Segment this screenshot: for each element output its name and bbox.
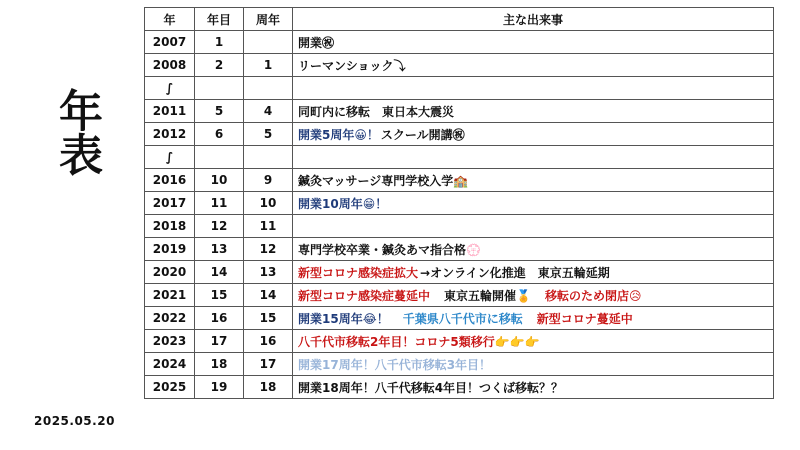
table-row xyxy=(145,54,774,77)
event-text: →オンライン化推進 東京五輪延期 xyxy=(420,265,610,280)
table-row xyxy=(145,192,774,215)
table-row xyxy=(145,123,774,146)
events-cell xyxy=(293,330,774,353)
anniversary-cell: 17 xyxy=(244,353,293,376)
events-cell xyxy=(293,238,774,261)
anniversary-cell xyxy=(244,31,293,54)
header-events: 主な出来事 xyxy=(293,8,774,31)
event-text: 開業5周年😀！ xyxy=(298,127,379,142)
table-row xyxy=(145,31,774,54)
age-cell: 6 xyxy=(195,123,244,146)
year-cell: 2025 xyxy=(145,376,195,399)
event-text: 鍼灸マッサージ専門学校入学🏫 xyxy=(298,173,469,188)
header-age: 年目 xyxy=(195,8,244,31)
year-cell: 2011 xyxy=(145,100,195,123)
anniversary-cell: 11 xyxy=(244,215,293,238)
event-text: 新型コロナ蔓延中 xyxy=(524,311,633,326)
event-text: 開業17周年！八千代市移転3年目！ xyxy=(298,357,492,372)
date-stamp: 2025.05.20 xyxy=(34,414,115,428)
age-cell: 19 xyxy=(195,376,244,399)
anniversary-cell: 12 xyxy=(244,238,293,261)
event-text: 新型コロナ感染症拡大 xyxy=(298,265,419,280)
age-cell: 16 xyxy=(195,307,244,330)
year-cell: 2022 xyxy=(145,307,195,330)
year-cell: 2021 xyxy=(145,284,195,307)
year-cell: 2008 xyxy=(145,54,195,77)
table-row xyxy=(145,169,774,192)
events-cell xyxy=(293,31,774,54)
age-cell: 17 xyxy=(195,330,244,353)
age-cell: 12 xyxy=(195,215,244,238)
page-title: 年表 xyxy=(51,88,102,176)
events-cell xyxy=(293,123,774,146)
table-row xyxy=(145,284,774,307)
anniversary-cell xyxy=(244,146,293,169)
table-row xyxy=(145,353,774,376)
age-cell: 2 xyxy=(195,54,244,77)
year-cell: 2007 xyxy=(145,31,195,54)
events-cell xyxy=(293,146,774,169)
chronology-table xyxy=(144,7,774,399)
event-text: 開業10周年😁！ xyxy=(298,196,388,211)
event-text: スクール開講㊗ xyxy=(380,127,465,142)
age-cell: 14 xyxy=(195,261,244,284)
anniversary-cell: 14 xyxy=(244,284,293,307)
event-text: 千葉県八千代市に移転 xyxy=(390,311,523,326)
event-text: 専門学校卒業・鍼灸あマ指合格💮 xyxy=(298,242,481,257)
anniversary-cell: 1 xyxy=(244,54,293,77)
gap-marker: ∫ xyxy=(145,77,195,100)
event-text: 開業㊗ xyxy=(298,35,335,50)
anniversary-cell xyxy=(244,77,293,100)
events-cell xyxy=(293,54,774,77)
table-row xyxy=(145,261,774,284)
anniversary-cell: 13 xyxy=(244,261,293,284)
table-row xyxy=(145,376,774,399)
events-cell xyxy=(293,192,774,215)
header-anniversary: 周年 xyxy=(244,8,293,31)
header-year: 年 xyxy=(145,8,195,31)
table-row xyxy=(145,215,774,238)
year-cell: 2016 xyxy=(145,169,195,192)
anniversary-cell: 4 xyxy=(244,100,293,123)
anniversary-cell: 18 xyxy=(244,376,293,399)
table-row xyxy=(145,77,774,100)
anniversary-cell: 9 xyxy=(244,169,293,192)
anniversary-cell: 10 xyxy=(244,192,293,215)
anniversary-cell: 15 xyxy=(244,307,293,330)
year-cell: 2017 xyxy=(145,192,195,215)
event-text: 開業15周年😂！ xyxy=(298,311,389,326)
table-row xyxy=(145,146,774,169)
events-cell xyxy=(293,169,774,192)
event-text: リーマンショック⤵ xyxy=(298,58,406,73)
event-text: 移転のため閉店😥 xyxy=(532,288,642,303)
age-cell: 15 xyxy=(195,284,244,307)
year-cell: 2020 xyxy=(145,261,195,284)
table-row xyxy=(145,100,774,123)
events-cell xyxy=(293,215,774,238)
table-row xyxy=(145,330,774,353)
events-cell xyxy=(293,77,774,100)
table-row xyxy=(145,238,774,261)
age-cell: 10 xyxy=(195,169,244,192)
events-cell xyxy=(293,261,774,284)
table-row xyxy=(145,307,774,330)
events-cell xyxy=(293,284,774,307)
year-cell: 2018 xyxy=(145,215,195,238)
age-cell xyxy=(195,146,244,169)
events-cell xyxy=(293,100,774,123)
event-text: 開業18周年！八千代移転4年目！つくば移転？？ xyxy=(298,380,564,395)
age-cell: 11 xyxy=(195,192,244,215)
age-cell: 13 xyxy=(195,238,244,261)
age-cell: 5 xyxy=(195,100,244,123)
event-text: 八千代市移転2年目！コロナ5類移行👉👉👉 xyxy=(298,334,540,349)
anniversary-cell: 5 xyxy=(244,123,293,146)
events-cell xyxy=(293,353,774,376)
year-cell: 2019 xyxy=(145,238,195,261)
table-header-row xyxy=(145,8,774,31)
gap-marker: ∫ xyxy=(145,146,195,169)
year-cell: 2024 xyxy=(145,353,195,376)
age-cell: 18 xyxy=(195,353,244,376)
events-cell xyxy=(293,376,774,399)
year-cell: 2012 xyxy=(145,123,195,146)
event-text: 東京五輪開催🏅 xyxy=(432,288,531,303)
events-cell xyxy=(293,307,774,330)
anniversary-cell: 16 xyxy=(244,330,293,353)
event-text: 新型コロナ感染症蔓延中 xyxy=(298,288,431,303)
age-cell xyxy=(195,77,244,100)
event-text: 同町内に移転 東日本大震災 xyxy=(298,104,455,119)
age-cell: 1 xyxy=(195,31,244,54)
year-cell: 2023 xyxy=(145,330,195,353)
